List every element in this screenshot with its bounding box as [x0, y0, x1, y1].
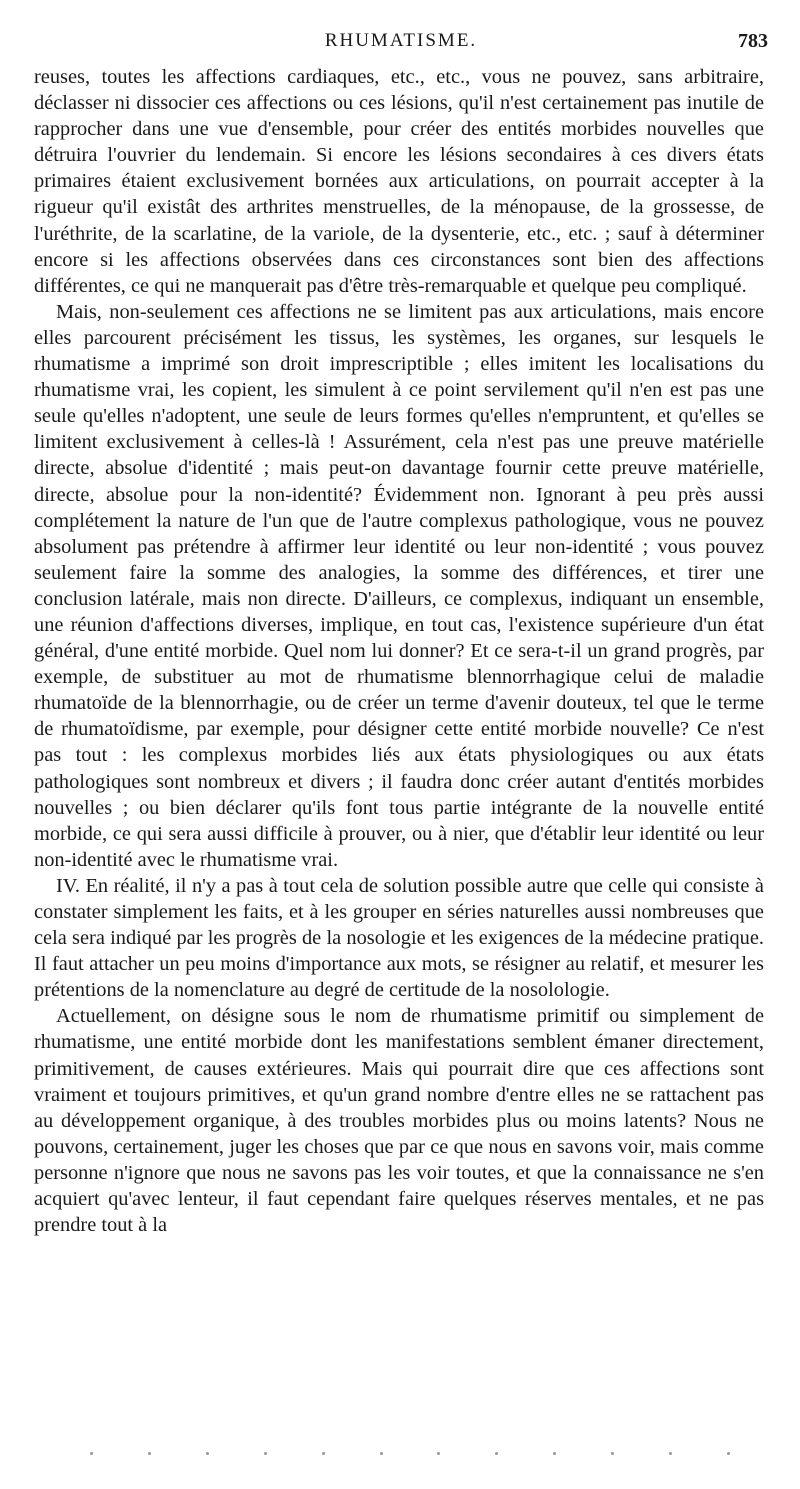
speck	[90, 1452, 93, 1455]
speck	[148, 1452, 151, 1455]
speck	[322, 1452, 325, 1455]
paragraph-2: Mais, non-seulement ces affections ne se limitent pas aux articulations, mais encore elles parcourent précisément les tissus, les systèmes, les organes, sur lesquels le rhumatisme a imprimé son droit imprescriptible ; elles imitent les localisations du rhumatisme vrai, les copient, les simulent à ce point servilement qu'il n'en est pas une seule qu'elles n'adoptent, une seule de leurs formes qu'elles n'empruntent, et qu'elles se limitent exclusivement à celles-là ! Assurément, cela n'est pas une preuve matérielle directe, absolue d'identité ; mais peut-on davantage fournir cette preuve matérielle, directe, absolue pour la non-identité? Évidemment non. Ignorant à peu près aussi complétement la nature de l'un que de l'autre complexus pathologique, vous ne pouvez absolument pas prétendre à affirmer leur identité ou leur non-identité ; vous pouvez seulement faire la somme des analogies, la somme des différences, et tirer une conclusion latérale, mais non directe. D'ailleurs, ce complexus, indiquant un ensemble, une réunion d'affections diverses, implique, en tout cas, l'existence supérieure d'un état général, d'une entité morbide. Quel nom lui donner? Et ce sera-t-il un grand progrès, par exemple, de substituer au mot de rhumatisme blennorrhagique celui de maladie rhumatoïde de la blennorrhagie, ou de créer un terme d'avenir douteux, tel que le terme de rhumatoïdisme, par exemple, pour désigner cette entité morbide nouvelle? Ce n'est pas tout : les complexus morbides liés aux états physiologiques ou aux états pathologiques sont nombreux et divers ; il faudra donc créer autant d'entités morbides nouvelles ; ou bien déclarer qu'ils font tous partie intégrante de la nouvelle entité morbide, ce qui sera aussi difficile à prouver, ou à nier, que d'établir leur identité ou leur non-identité avec le rhumatisme vrai.	[34, 300, 764, 871]
speck	[495, 1452, 498, 1455]
speck	[206, 1452, 209, 1455]
paragraph-4: Actuellement, on désigne sous le nom de rhumatisme primitif ou simplement de rhumatisme, une entité morbide dont les manifestations semblent émaner directement, primitivement, de causes extérieures. Mais qui pourrait dire que ces affections sont vraiment et toujours primitives, et qu'un grand nombre d'entre elles ne se rattachent pas au développement organique, à des troubles morbides plus ou moins latents? Nous ne pouvons, certainement, juger les choses que par ce que nous en savons voir, mais comme personne n'ignore que nous ne savons pas les voir toutes, et que la connaissance ne s'en acquiert qu'avec lenteur, il faut cependant faire quelques réserves mentales, et ne pas prendre tout à la	[34, 1005, 764, 1237]
speck	[437, 1452, 440, 1455]
speck	[380, 1452, 383, 1455]
running-title: RHUMATISME.	[324, 30, 478, 51]
speck	[669, 1452, 672, 1455]
speck	[727, 1452, 730, 1455]
body-text	[34, 64, 764, 1238]
page-number: 783	[738, 30, 768, 52]
speck	[611, 1452, 614, 1455]
paragraph-1: reuses, toutes les affections cardiaques, etc., etc., vous ne pouvez, sans arbitraire, déclasser ni dissocier ces affections ou ces lésions, qu'il n'est certainement pas inutile de rapprocher dans une vue d'ensemble, pour créer des entités morbides nouvelles que détruira l'ouvrier du lendemain. Si encore les lésions secondaires à ces divers états primaires étaient exclusivement bornées aux articulations, on pourrait accepter à la rigueur qu'il existât des arthrites menstruelles, de la ménopause, de la grossesse, de l'uréthrite, de la scarlatine, de la variole, de la dysenterie, etc., etc. ; sauf à déterminer encore si les affections observées dans ces circonstances sont bien des affections différentes, ce qui ne manquerait pas d'être très-remarquable et quelque peu compliqué.	[34, 66, 764, 297]
speck	[553, 1452, 556, 1455]
paragraph-3: IV. En réalité, il n'y a pas à tout cela de solution possible autre que celle qui consiste à constater simplement les faits, et à les grouper en séries naturelles aussi nombreuses que cela sera indiqué par les progrès de la nosologie et les exigences de la médecine pratique. Il faut attacher un peu moins d'importance aux mots, se résigner au relatif, et mesurer les prétentions de la nomenclature au degré de certitude de la nosolologie.	[34, 874, 764, 1002]
speck	[264, 1452, 267, 1455]
bottom-specks	[90, 1452, 730, 1458]
running-head	[34, 30, 768, 60]
